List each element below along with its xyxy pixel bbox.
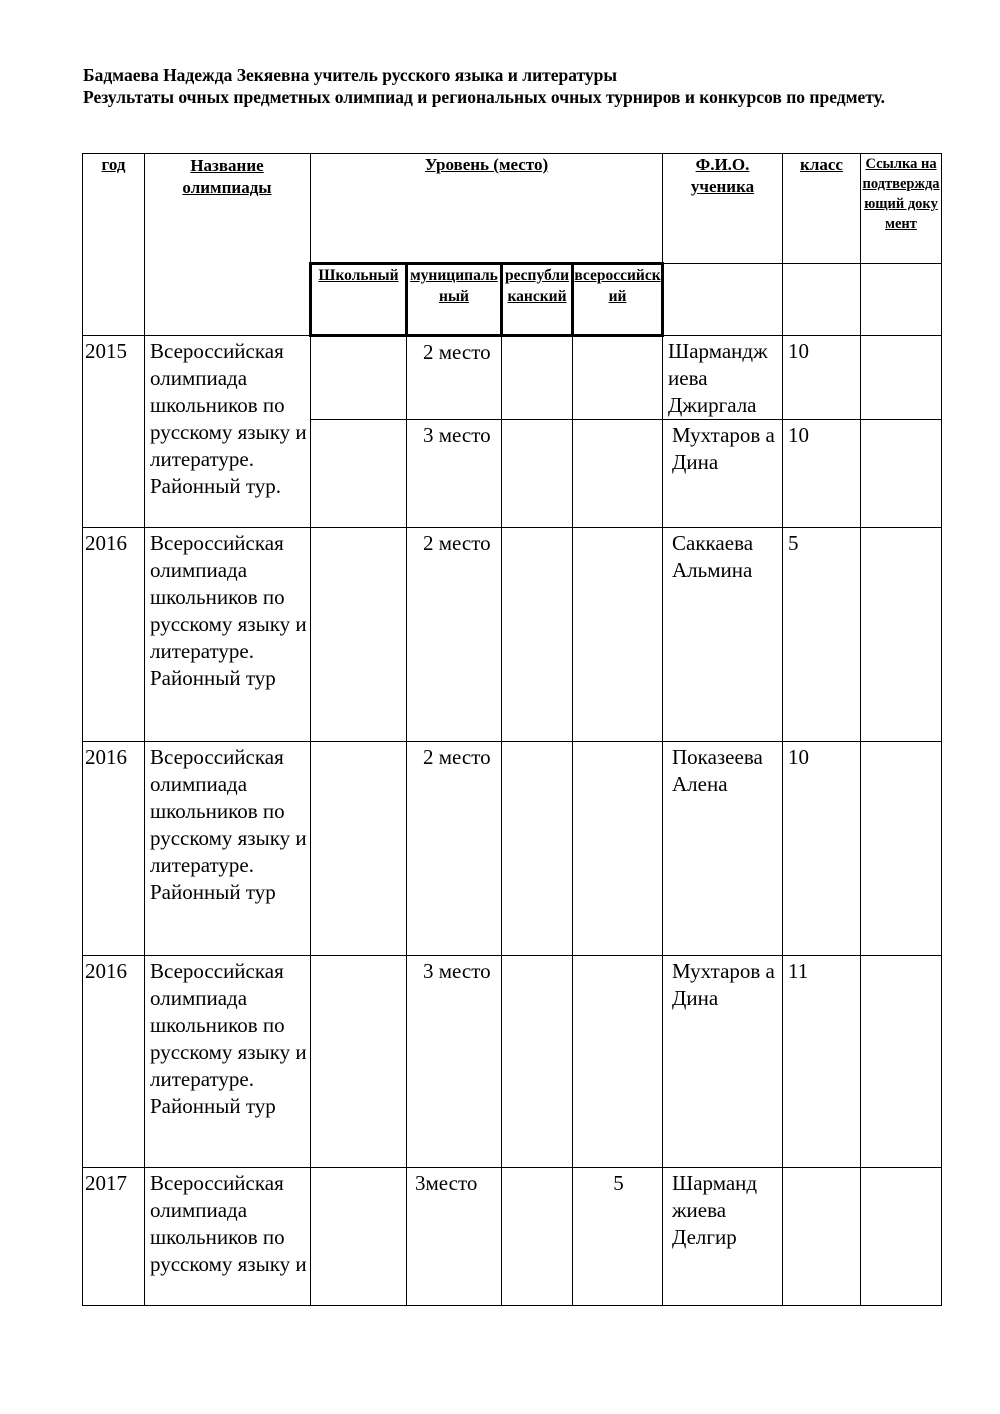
empty-cell	[663, 264, 783, 336]
allrussian-cell	[573, 336, 663, 420]
link-cell	[861, 742, 942, 956]
link-cell	[861, 420, 942, 528]
table-row	[83, 956, 942, 1168]
school-cell	[311, 528, 407, 742]
student-cell: Шарманд жиева Делгир	[663, 1168, 783, 1306]
link-cell	[861, 528, 942, 742]
heading-teacher: Бадмаева Надежда Зекяевна учитель русского языка и литературы	[83, 65, 618, 85]
grade-cell	[783, 1168, 861, 1306]
student-cell: Показеева Алена	[663, 742, 783, 956]
col-grade-header: класс	[783, 154, 861, 264]
empty-cell	[783, 264, 861, 336]
table-row	[83, 1168, 942, 1306]
olympiad-cell: Всероссийская олимпиада школьников по русскому языку и литературе. Районный тур.	[145, 336, 311, 528]
republic-cell	[502, 1168, 573, 1306]
link-cell	[861, 1168, 942, 1306]
municipal-cell: 2 место	[407, 528, 502, 742]
municipal-cell: 3место	[407, 1168, 502, 1306]
municipal-cell: 3 место	[407, 420, 502, 528]
col-level-header: Уровень (место)	[311, 154, 663, 264]
link-cell	[861, 336, 942, 420]
table-row	[83, 742, 942, 956]
student-cell: Шармандж иева Джиргала	[663, 336, 783, 420]
table-row	[83, 336, 942, 420]
school-cell	[311, 1168, 407, 1306]
republic-cell	[502, 742, 573, 956]
grade-cell: 5	[783, 528, 861, 742]
header-row	[83, 154, 942, 264]
grade-cell: 10	[783, 336, 861, 420]
year-cell: 2016	[83, 742, 145, 956]
grade-cell: 10	[783, 742, 861, 956]
school-cell	[311, 420, 407, 528]
republic-cell	[502, 420, 573, 528]
year-cell: 2017	[83, 1168, 145, 1306]
republic-cell	[502, 336, 573, 420]
col-student-header: Ф.И.О. ученика	[663, 154, 783, 264]
allrussian-cell: 5	[573, 1168, 663, 1306]
school-cell	[311, 956, 407, 1168]
allrussian-cell	[573, 528, 663, 742]
student-cell: Мухтаров а Дина	[663, 420, 783, 528]
year-cell: 2016	[83, 956, 145, 1168]
link-cell	[861, 956, 942, 1168]
student-cell: Саккаева Альмина	[663, 528, 783, 742]
col-republic-header: республиканский	[502, 264, 573, 336]
municipal-cell: 3 место	[407, 956, 502, 1168]
col-municipal-header: муниципальный	[407, 264, 502, 336]
page-heading	[83, 64, 963, 108]
student-cell: Мухтаров а Дина	[663, 956, 783, 1168]
school-cell	[311, 336, 407, 420]
col-school-header: Школьный	[311, 264, 407, 336]
col-link-header: Ссылка на подтверждающий документ	[861, 154, 942, 264]
olympiad-cell: Всероссийская олимпиада школьников по русскому языку и литературе. Районный тур	[145, 742, 311, 956]
municipal-cell: 2 место	[407, 336, 502, 420]
allrussian-cell	[573, 742, 663, 956]
republic-cell	[502, 956, 573, 1168]
allrussian-cell	[573, 956, 663, 1168]
col-year-header: год	[83, 154, 145, 336]
col-allrussian-header: всероссийский	[573, 264, 663, 336]
heading-title: Результаты очных предметных олимпиад и региональных очных турниров и конкурсов по предмету.	[83, 87, 886, 107]
grade-cell: 10	[783, 420, 861, 528]
olympiad-cell: Всероссийская олимпиада школьников по русскому языку и литературе. Районный тур	[145, 528, 311, 742]
col-olympiad-header: Название олимпиады	[145, 154, 311, 336]
grade-cell: 11	[783, 956, 861, 1168]
school-cell	[311, 742, 407, 956]
republic-cell	[502, 528, 573, 742]
olympiad-cell: Всероссийская олимпиада школьников по русскому языку и литературе. Районный тур	[145, 956, 311, 1168]
allrussian-cell	[573, 420, 663, 528]
municipal-cell: 2 место	[407, 742, 502, 956]
olympiad-cell: Всероссийская олимпиада школьников по русскому языку и	[145, 1168, 311, 1306]
table-row	[83, 528, 942, 742]
empty-cell	[861, 264, 942, 336]
year-cell: 2016	[83, 528, 145, 742]
year-cell: 2015	[83, 336, 145, 528]
results-table	[82, 153, 942, 1306]
